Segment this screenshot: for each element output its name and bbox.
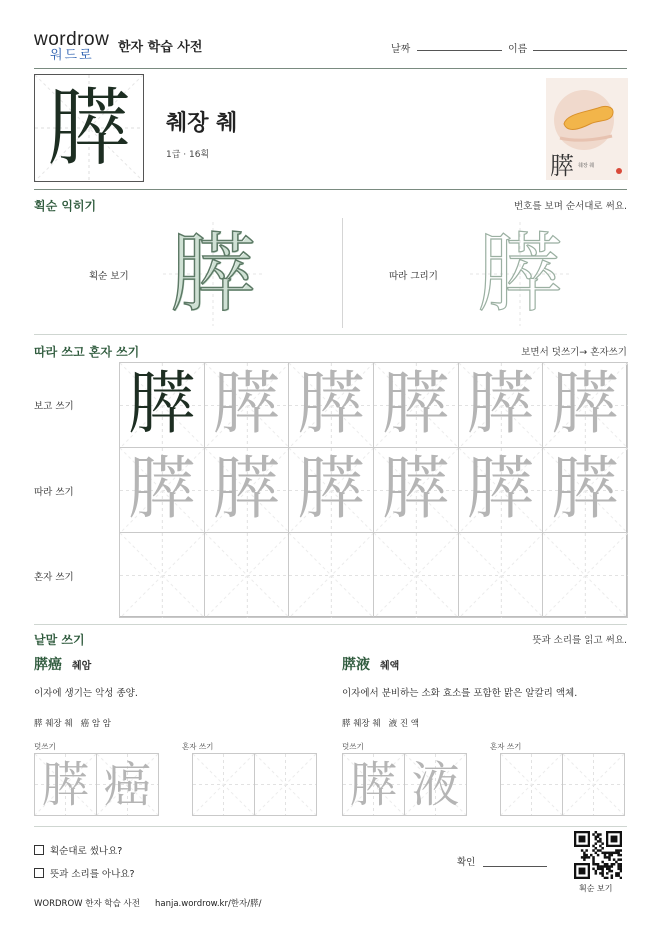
practice-character: 膵 [466,450,535,529]
word-solo-label: 혼자 쓰기 [182,742,214,751]
practice-character: 膵 [381,450,450,529]
cell-guide [193,754,254,815]
word-solo-cell[interactable] [500,753,563,816]
practice-cell[interactable] [119,447,205,533]
stroke-divider [342,218,343,328]
row-label-trace: 따라 쓰기 [34,487,74,498]
cell-guide [289,533,374,618]
stroke-section-divider [34,334,627,335]
qr-code [574,831,622,879]
pancreas-illustration [546,78,628,180]
stroke-view-label: 획순 보기 [89,271,129,282]
practice-character: 膵 [212,450,281,529]
date-field[interactable] [417,50,502,51]
word-meaning: 이자에 생기는 악성 종양. [34,688,138,699]
word-trace-character: 膵 [41,756,90,813]
stroke-section-hint: 번호를 보며 순서대로 써요. [513,201,627,212]
practice-cell[interactable] [288,532,374,618]
word-breakdown: 膵 췌장 췌 癌 암 암 [34,719,111,729]
word-trace-cell[interactable] [34,753,97,816]
name-label: 이름 [508,44,528,55]
word-trace-cell[interactable] [404,753,467,816]
practice-cell[interactable] [119,362,205,448]
cell-guide [459,533,544,618]
qr-code-icon[interactable] [574,831,622,879]
hero-reading: 췌장 췌 [166,111,238,136]
word-hanja: 膵癌 [34,657,62,673]
hero-character: 膵 [46,79,131,177]
cell-guide [501,754,562,815]
practice-cell[interactable] [458,447,544,533]
cell-guide [120,533,205,618]
words-section-title: 낱말 쓰기 [34,633,85,647]
hero-divider [34,189,627,190]
qr-label: 획순 보기 [579,884,613,893]
stroke-trace-label: 따라 그리기 [389,271,438,282]
practice-character: 膵 [297,450,366,529]
practice-cell[interactable] [458,532,544,618]
cell-guide [205,533,290,618]
row-label-view: 보고 쓰기 [34,401,74,412]
practice-character: 膵 [127,365,196,444]
confirm-label: 확인 [457,857,476,868]
logo-top: wordrow [34,29,110,50]
stroke-section-title: 획순 익히기 [34,199,97,213]
stroke-trace-character: 膵 [477,224,563,324]
word-trace-label: 덧쓰기 [342,742,364,751]
word-card-2 [342,654,632,820]
stroke-view-character: 膵 [170,224,256,324]
word-trace-label: 덧쓰기 [34,742,56,751]
thumb-reading: 췌장 췌 [578,163,595,169]
checklist-item-2[interactable] [34,866,135,880]
practice-section-hint: 보면서 덧쓰기→ 혼자쓰기 [521,347,627,358]
practice-cell[interactable] [542,362,628,448]
row-label-solo: 혼자 쓰기 [34,572,74,583]
practice-cell[interactable] [204,532,290,618]
cell-guide [374,533,459,618]
header-divider [34,68,627,69]
word-card-1 [34,654,324,820]
practice-grid [119,362,627,617]
practice-cell[interactable] [373,447,459,533]
practice-cell[interactable] [373,362,459,448]
word-solo-cell[interactable] [562,753,625,816]
checklist-text-2: 뜻과 소리를 아나요? [50,869,135,880]
name-field[interactable] [533,50,627,51]
footer-brand: WORDROW 한자 학습 사전 [34,899,140,909]
checkbox-icon[interactable] [34,868,44,878]
word-breakdown: 膵 췌장 췌 液 진 액 [342,719,419,729]
word-trace-character: 癌 [103,756,152,813]
word-trace-boxes [34,753,160,817]
practice-cell[interactable] [288,447,374,533]
practice-character: 膵 [551,365,620,444]
checkbox-icon[interactable] [34,845,44,855]
practice-character: 膵 [466,365,535,444]
words-section-divider [34,826,627,827]
hero-meta: 1급 · 16획 [166,150,210,160]
word-solo-label: 혼자 쓰기 [490,742,522,751]
word-reading: 췌암 [72,661,92,672]
checklist-item-1[interactable] [34,843,122,857]
logo-bottom: 워드로 [50,48,94,63]
word-trace-cell[interactable] [342,753,405,816]
practice-character: 膵 [381,365,450,444]
checklist-text-1: 획순대로 썼나요? [50,846,123,857]
practice-cell[interactable] [373,532,459,618]
word-solo-boxes [500,753,626,817]
practice-cell[interactable] [204,447,290,533]
word-hanja: 膵液 [342,657,370,673]
site-title: 한자 학습 사전 [118,40,203,55]
word-trace-boxes [342,753,468,817]
stroke-trace-box[interactable] [470,222,570,326]
word-trace-character: 液 [411,756,460,813]
logo[interactable] [34,30,114,66]
practice-cell[interactable] [204,362,290,448]
words-section-hint: 뜻과 소리를 읽고 써요. [532,635,627,646]
practice-character: 膵 [212,365,281,444]
practice-cell[interactable] [288,362,374,448]
word-trace-character: 膵 [349,756,398,813]
practice-cell[interactable] [458,362,544,448]
stroke-view-box[interactable] [163,222,263,326]
practice-section-title: 따라 쓰고 혼자 쓰기 [34,345,140,359]
thumb-badge [616,168,622,174]
practice-character: 膵 [127,450,196,529]
date-label: 날짜 [391,44,411,55]
word-meaning: 이자에서 분비하는 소화 효소를 포함한 맑은 알칼리 액체. [342,688,578,699]
word-trace-cell[interactable] [96,753,159,816]
word-solo-cell[interactable] [192,753,255,816]
cell-guide [255,754,316,815]
practice-character: 膵 [551,450,620,529]
practice-section-divider [34,624,627,625]
practice-character: 膵 [297,365,366,444]
confirm-field[interactable] [483,866,547,867]
word-solo-boxes [192,753,318,817]
footer-url[interactable]: hanja.wordrow.kr/한자/膵/ [155,899,262,909]
cell-guide [563,754,624,815]
practice-cell[interactable] [542,532,628,618]
word-reading: 췌액 [380,661,400,672]
word-solo-cell[interactable] [254,753,317,816]
practice-cell[interactable] [542,447,628,533]
thumb-character: 膵 [550,152,574,180]
cell-guide [543,533,628,618]
practice-cell[interactable] [119,532,205,618]
hero-char-box [34,74,144,182]
